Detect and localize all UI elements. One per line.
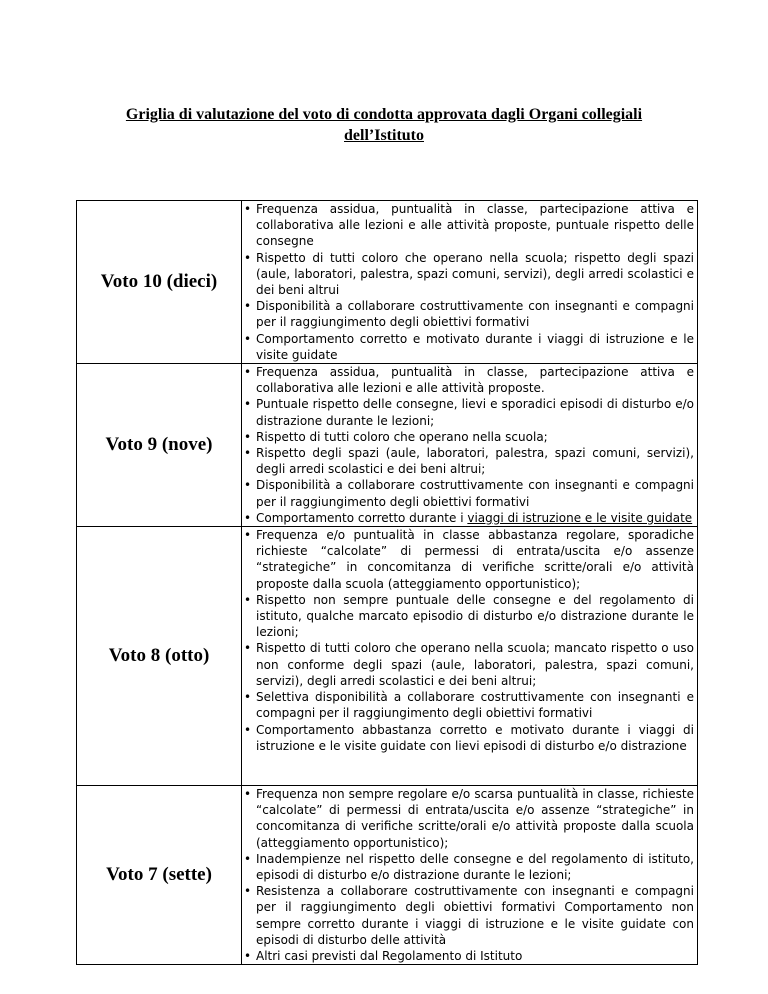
criteria-item: • Frequenza assidua, puntualità in classe, partecipazione attiva e collaborativa alle lezioni e alle attività proposte. bbox=[244, 365, 694, 396]
bullet-icon: • bbox=[244, 722, 252, 737]
bullet-icon: • bbox=[244, 690, 252, 705]
bullet-icon: • bbox=[244, 478, 252, 493]
bullet-icon: • bbox=[244, 446, 252, 461]
grade-row-8 bbox=[77, 527, 698, 786]
bullet-icon: • bbox=[244, 331, 252, 346]
bullet-icon: • bbox=[244, 592, 252, 607]
criteria-item: • Rispetto degli spazi (aule, laboratori, palestra, spazi comuni, servizi), degli arredi scolastici e dei beni altrui; bbox=[244, 446, 694, 477]
criteria-item: • Comportamento corretto durante i viaggi di istruzione e le visite guidate bbox=[244, 510, 693, 525]
bullet-icon: • bbox=[244, 510, 252, 525]
bullet-icon: • bbox=[244, 299, 252, 314]
criteria-item: • Frequenza assidua, puntualità in classe, partecipazione attiva e collaborativa alle lezioni e alle attività proposte, puntuale rispetto delle consegne bbox=[244, 202, 694, 249]
criteria-item: • Frequenza non sempre regolare e/o scarsa puntualità in classe, richieste “calcolate” di permessi di entrata/uscita e/o assenze “strategiche” in concomitanza di verifiche scritte/orali e/o attività proposte dalla scuola (atteggiamento opportunistico); bbox=[244, 787, 694, 850]
grade-label: Voto 10 (dieci) bbox=[77, 201, 242, 364]
bullet-icon: • bbox=[244, 851, 252, 866]
criteria-list bbox=[242, 786, 697, 964]
criteria-item: • Rispetto non sempre puntuale delle consegne e del regolamento di istituto, qualche marcato episodio di disturbo e/o distrazione durante le lezioni; bbox=[244, 592, 694, 640]
criteria-item: • Puntuale rispetto delle consegne, lievi e sporadici episodi di disturbo e/o distrazione durante le lezioni; bbox=[244, 397, 694, 428]
bullet-icon: • bbox=[244, 641, 252, 656]
criteria-cell bbox=[242, 364, 698, 527]
grade-label: Voto 8 (otto) bbox=[77, 527, 242, 786]
criteria-cell bbox=[242, 527, 698, 786]
criteria-cell bbox=[242, 786, 698, 965]
criteria-item: • Resistenza a collaborare costruttivamente con insegnanti e compagni per il raggiungimento degli obiettivi formativi Comportamento non sempre corretto durante i viaggi di istruzione e le visite guidate con episodi di disturbo delle attività bbox=[244, 884, 694, 947]
criteria-item: • Inadempienze nel rispetto delle consegne e del regolamento di istituto, episodi di disturbo e/o distrazione durante le lezioni; bbox=[244, 851, 694, 883]
conduct-grading-table bbox=[76, 200, 698, 965]
grade-row-9 bbox=[77, 364, 698, 527]
document-title bbox=[60, 104, 708, 146]
criteria-item: • Rispetto di tutti coloro che operano nella scuola; rispetto degli spazi (aule, laboratori, palestra, spazi comuni, servizi), degli arredi scolastici e dei beni altrui bbox=[244, 250, 694, 298]
criteria-item: • Selettiva disponibilità a collaborare costruttivamente con insegnanti e compagni per il raggiungimento degli obiettivi formativi bbox=[244, 690, 694, 721]
grade-label: Voto 9 (nove) bbox=[77, 364, 242, 527]
criteria-list bbox=[242, 201, 697, 363]
grade-row-7 bbox=[77, 786, 698, 965]
criteria-item: • Rispetto di tutti coloro che operano nella scuola; bbox=[244, 429, 548, 444]
title-line-1: Griglia di valutazione del voto di condotta approvata dagli Organi collegiali bbox=[125, 106, 643, 123]
bullet-icon: • bbox=[244, 429, 252, 444]
underlined-text: viaggi di istruzione e le visite guidate bbox=[467, 510, 693, 525]
bullet-icon: • bbox=[244, 202, 252, 216]
criteria-item: • Rispetto di tutti coloro che operano nella scuola; mancato rispetto o uso non conforme degli spazi (aule, laboratori, palestra, spazi comuni, servizi), degli arredi scolastici e dei beni altrui; bbox=[244, 641, 694, 688]
grade-row-10 bbox=[77, 201, 698, 364]
criteria-item: • Comportamento abbastanza corretto e motivato durante i viaggi di istruzione e le visite guidate con lievi episodi di disturbo e/o distrazione bbox=[244, 722, 694, 753]
criteria-list bbox=[242, 364, 697, 526]
bullet-icon: • bbox=[244, 787, 252, 802]
criteria-list bbox=[242, 527, 697, 754]
bullet-icon: • bbox=[244, 528, 252, 543]
criteria-item: • Frequenza e/o puntualità in classe abbastanza regolare, sporadiche richieste “calcolate” di permessi di entrata/uscita e/o assenze “strategiche” in concomitanza di verifiche scritte/orali e/o attività proposte dalla scuola (atteggiamento opportunistico); bbox=[244, 528, 694, 591]
criteria-item: • Disponibilità a collaborare costruttivamente con insegnanti e compagni per il raggiungimento degli obiettivi formativi bbox=[244, 478, 694, 509]
bullet-icon: • bbox=[244, 365, 252, 380]
bullet-icon: • bbox=[244, 884, 252, 899]
criteria-item: • Comportamento corretto e motivato durante i viaggi di istruzione e le visite guidate bbox=[244, 331, 694, 362]
bullet-icon: • bbox=[244, 250, 252, 265]
criteria-item: • Disponibilità a collaborare costruttivamente con insegnanti e compagni per il raggiungimento degli obiettivi formativi bbox=[244, 299, 694, 330]
title-line-2: dell’Istituto bbox=[344, 127, 424, 144]
criteria-item: • Altri casi previsti dal Regolamento di Istituto bbox=[244, 949, 523, 964]
criteria-cell bbox=[242, 201, 698, 364]
grade-label: Voto 7 (sette) bbox=[77, 786, 242, 965]
bullet-icon: • bbox=[244, 397, 252, 412]
bullet-icon: • bbox=[244, 949, 252, 964]
